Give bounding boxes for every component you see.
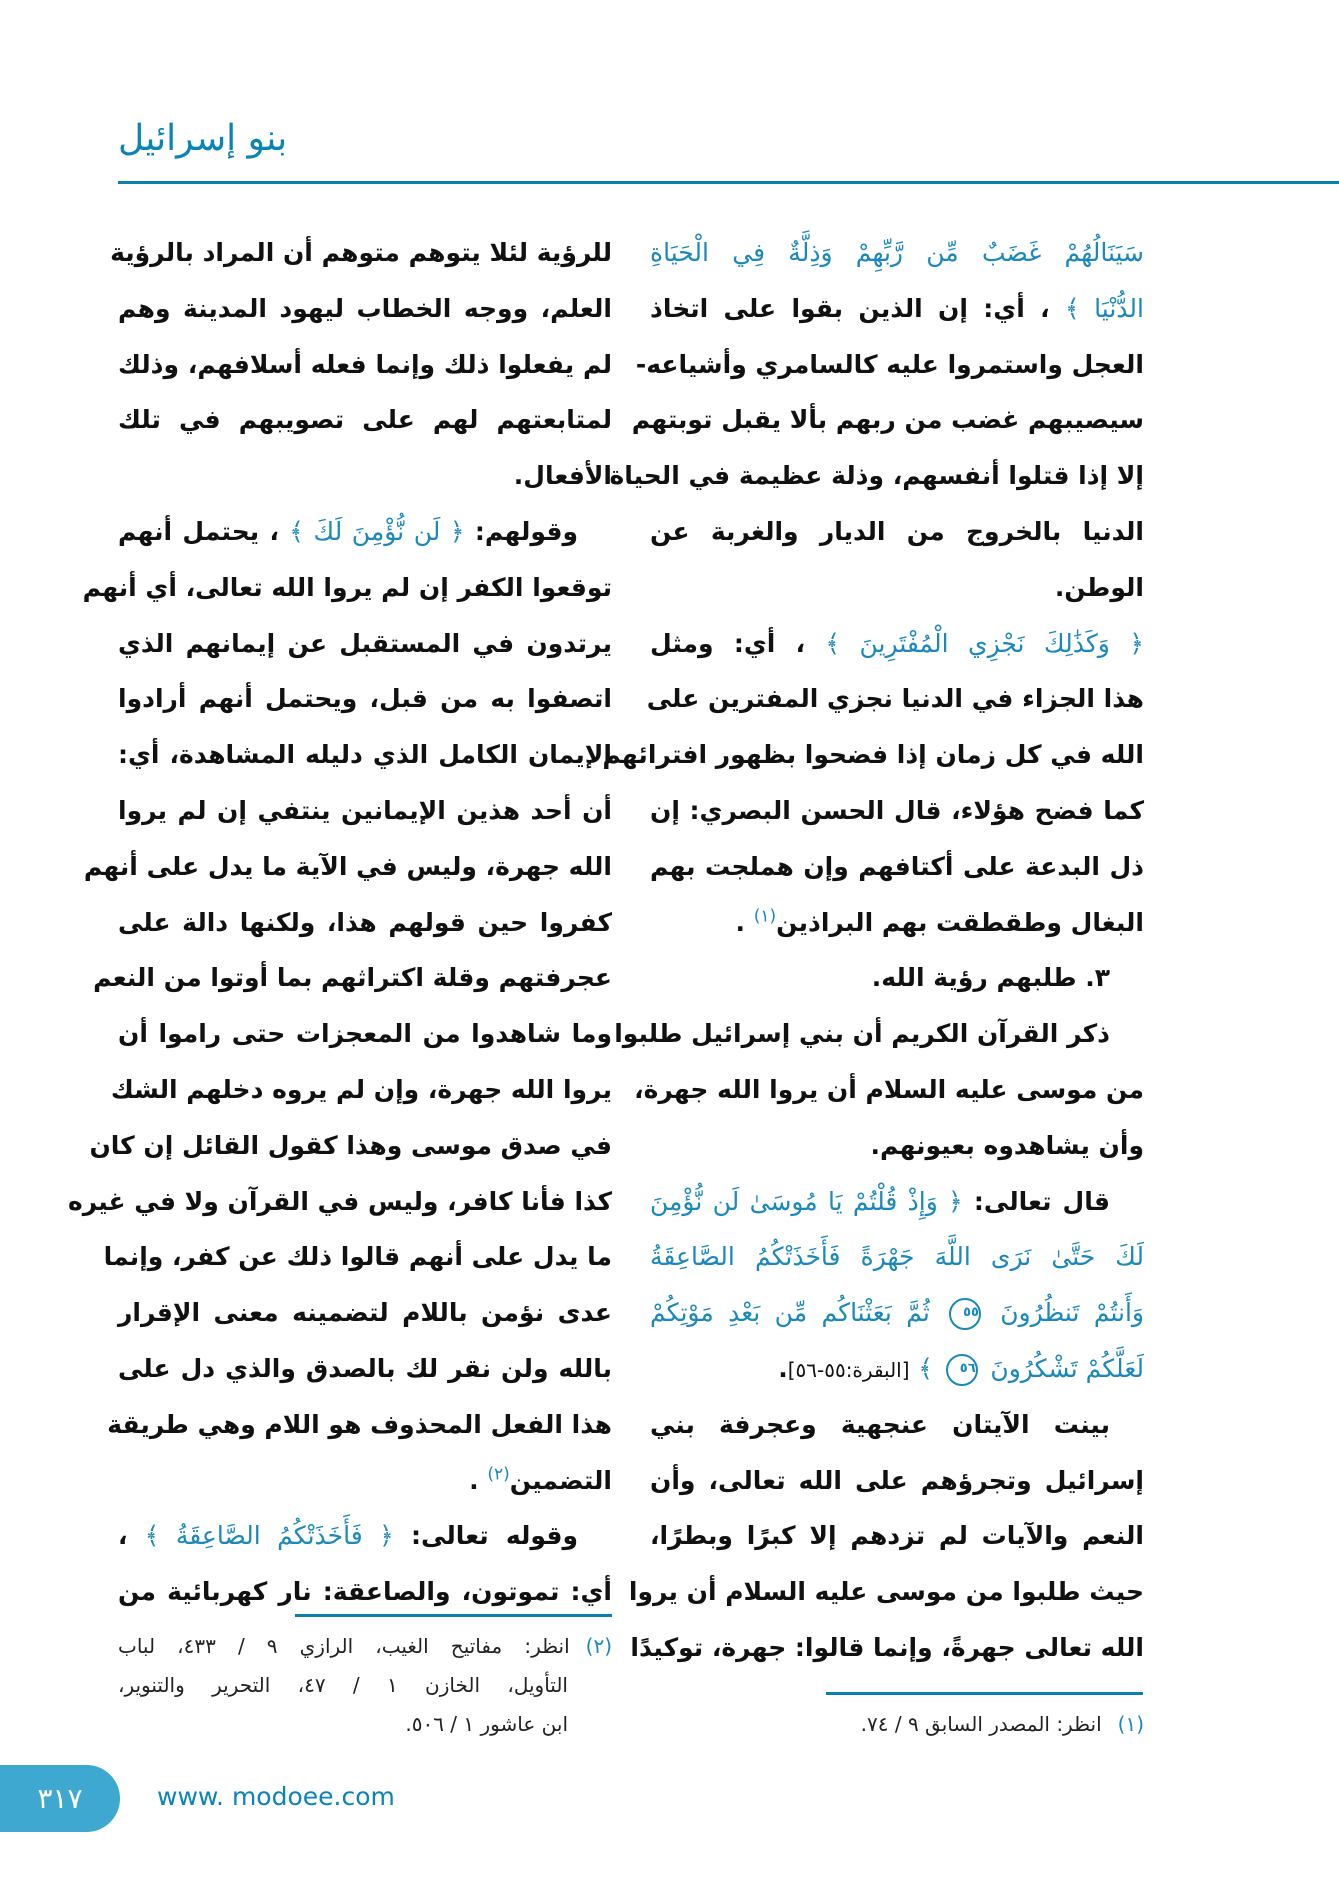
body-text: ذكر القرآن الكريم أن بني إسرائيل طلبوا xyxy=(614,1019,1110,1049)
quran-verse: ﴿ لَن نُّؤْمِنَ لَكَ ﴾ xyxy=(289,516,465,546)
footnote-right xyxy=(650,1705,1144,1744)
text-line xyxy=(93,950,612,1006)
body-text: ذل البدعة على أكتافهم وإن هملجت بهم xyxy=(650,851,1144,881)
body-text: ، xyxy=(118,1521,128,1551)
body-text: ٣. طلبهم رؤية الله. xyxy=(871,963,1110,993)
quran-verse: سَيَنَالُهُمْ غَضَبٌ مِّن رَّبِّهِمْ وَذِلَّةٌ فِي الْحَيَاةِ xyxy=(650,238,1144,267)
text-line xyxy=(110,225,612,281)
body-text: ، أي: إن الذين بقوا على اتخاذ xyxy=(650,293,1050,323)
text-line xyxy=(118,1285,612,1341)
footnote-left xyxy=(118,1627,612,1744)
text-line xyxy=(118,783,612,839)
quran-verse: ﴾ xyxy=(918,1353,933,1383)
text-line xyxy=(628,1564,1144,1620)
text-line xyxy=(646,671,1144,727)
body-text: عدى نؤمن باللام لتضمينه معنى الإقرار xyxy=(118,1298,612,1328)
quran-verse: لَعَلَّكُمْ تَشْكُرُونَ xyxy=(990,1353,1144,1383)
body-text: قال تعالى: xyxy=(962,1186,1111,1216)
body-text: . xyxy=(469,1465,488,1495)
body-text: يرتدون في المستقبل عن إيمانهم الذي xyxy=(118,628,612,658)
footnote-separator-right xyxy=(826,1692,1143,1695)
body-text: هذا الفعل المحذوف هو اللام وهي طريقة xyxy=(107,1409,612,1439)
text-line xyxy=(118,1341,612,1397)
text-line xyxy=(650,1453,1144,1509)
body-text: العلم، ووجه الخطاب ليهود المدينة وهم xyxy=(118,293,612,323)
text-line xyxy=(650,1285,1144,1341)
body-text: الله جهرة، وليس في الآية ما يدل على أنهم xyxy=(83,851,612,881)
text-line xyxy=(650,1229,1144,1285)
text-line xyxy=(635,337,1144,393)
left-column xyxy=(67,225,612,1620)
footnote-line xyxy=(118,1666,612,1705)
text-line xyxy=(118,1508,612,1564)
body-text: بينت الآيتان عنجهية وعجرفة بني xyxy=(650,1409,1110,1439)
quran-verse: ثُمَّ بَعَثْنَاكُم مِّن بَعْدِ مَوْتِكُمْ xyxy=(650,1298,930,1328)
body-text: . xyxy=(778,1353,788,1383)
body-text: ما يدل على أنهم قالوا ذلك عن كفر، وإنما xyxy=(103,1242,612,1272)
body-text: كذا فأنا كافر، وليس في القرآن ولا في غيره xyxy=(67,1186,612,1216)
text-line xyxy=(602,727,1144,783)
right-column xyxy=(602,225,1144,1676)
body-text: بالله ولن نقر لك بالصدق والذي دل على xyxy=(118,1353,612,1383)
text-line xyxy=(107,1397,612,1453)
footnote-text: التأويل، الخازن ١ / ٤٧، التحرير والتنوير، xyxy=(118,1673,568,1697)
text-line xyxy=(650,1508,1144,1564)
text-line xyxy=(630,1620,1144,1676)
page-number-badge: ٣١٧ xyxy=(0,1765,120,1832)
text-line xyxy=(82,560,612,616)
text-line xyxy=(650,895,1144,951)
body-text: الدنيا بالخروج من الديار والغربة عن xyxy=(650,516,1144,546)
body-text: التضمين xyxy=(509,1465,612,1495)
text-line xyxy=(650,1118,1144,1174)
body-text: من موسى عليه السلام أن يروا الله جهرة، xyxy=(634,1074,1144,1104)
body-text: توقعوا الكفر إن لم يروا الله تعالى، أي أنهم xyxy=(82,572,612,602)
text-line xyxy=(650,225,1144,281)
text-line xyxy=(118,504,612,560)
footnote-number: (١) xyxy=(1117,1712,1144,1736)
text-line xyxy=(650,1341,1144,1397)
ayah-number-marker: ٥٦ xyxy=(946,1354,978,1386)
text-line xyxy=(614,1006,1144,1062)
body-text: الأفعال. xyxy=(513,461,612,491)
body-text: لم يفعلوا ذلك وإنما فعله أسلافهم، وذلك xyxy=(118,349,612,379)
body-text: أي: تموتون، والصاعقة: نار كهربائية من xyxy=(118,1577,612,1607)
text-line xyxy=(118,1453,612,1509)
footnote-line xyxy=(118,1705,612,1744)
footnote-number: (٢) xyxy=(585,1634,613,1658)
text-line xyxy=(118,392,612,448)
footnote-line xyxy=(650,1705,1144,1744)
footnote-text: انظر: مفاتيح الغيب، الرازي ٩ / ٤٣٣، لباب xyxy=(118,1634,570,1658)
text-line xyxy=(118,616,612,672)
body-text: . xyxy=(735,907,754,937)
quran-verse: ﴿ فَأَخَذَتْكُمُ الصَّاعِقَةُ ﴾ xyxy=(144,1521,394,1551)
text-line xyxy=(650,616,1144,672)
body-text: عجرفتهم وقلة اكتراثهم بما أوتوا من النعم xyxy=(93,963,612,993)
text-line xyxy=(650,839,1144,895)
running-header-title: بنو إسرائيل xyxy=(118,118,288,159)
body-text: يروا الله جهرة، وإن لم يروه دخلهم الشك xyxy=(110,1074,612,1104)
header-rule xyxy=(118,181,1339,184)
body-text: كفروا حين قولهم هذا، ولكنها دالة على xyxy=(118,907,612,937)
quran-verse: ﴿ وَكَذَٰلِكَ نَجْزِي الْمُفْتَرِينَ ﴾ xyxy=(825,628,1144,658)
body-text: العجل واستمروا عليه كالسامري وأشياعه- xyxy=(635,349,1144,379)
text-line xyxy=(650,950,1144,1006)
text-line xyxy=(118,337,612,393)
text-line xyxy=(118,727,612,783)
text-line xyxy=(118,1006,612,1062)
quran-verse: وَأَنتُمْ تَنظُرُونَ xyxy=(1000,1298,1144,1328)
text-line xyxy=(650,783,1144,839)
text-line xyxy=(83,839,612,895)
text-line xyxy=(103,1229,612,1285)
body-text: النعم والآيات لم تزدهم إلا كبرًا وبطرًا، xyxy=(650,1521,1144,1551)
body-text: وما شاهدوا من المعجزات حتى راموا أن xyxy=(118,1019,612,1049)
quran-verse: الدُّنْيَا ﴾ xyxy=(1064,293,1144,323)
footnote-separator-left xyxy=(295,1614,612,1617)
body-text: سيصيبهم غضب من ربهم بألا يقبل توبتهم xyxy=(631,405,1144,435)
body-text: إسرائيل وتجرؤهم على الله تعالى، وأن xyxy=(650,1465,1144,1495)
text-line xyxy=(118,671,612,727)
body-text: للرؤية لئلا يتوهم متوهم أن المراد بالرؤية xyxy=(110,238,612,267)
verse-citation: [البقرة:٥٥-٥٦] xyxy=(787,1357,910,1382)
ayah-number-marker: ٥٥ xyxy=(949,1298,981,1330)
text-line xyxy=(67,1174,612,1230)
body-text: هذا الجزاء في الدنيا نجزي المفترين على xyxy=(646,684,1144,714)
body-text: الوطن. xyxy=(1054,572,1144,602)
body-text: ، أي: ومثل xyxy=(650,628,806,658)
quran-verse: ﴿ وَإِذْ قُلْتُمْ يَا مُوسَىٰ لَن نُّؤْمِنَ xyxy=(650,1186,963,1216)
body-text: الله في كل زمان إذا فضحوا بظهور افترائهم xyxy=(602,740,1144,770)
text-line xyxy=(631,392,1144,448)
body-text: أن أحد هذين الإيمانين ينتفي إن لم يروا xyxy=(118,795,612,825)
footnote-reference[interactable]: (١) xyxy=(753,906,777,927)
text-line xyxy=(650,1174,1144,1230)
body-text: كما فضح هؤلاء، قال الحسن البصري: إن xyxy=(650,795,1144,825)
text-line xyxy=(110,1062,612,1118)
text-line xyxy=(118,895,612,951)
text-line xyxy=(650,281,1144,337)
quran-verse: لَكَ حَتَّىٰ نَرَى اللَّهَ جَهْرَةً فَأَخَذَتْكُمُ الصَّاعِقَةُ xyxy=(650,1242,1144,1272)
text-line xyxy=(650,560,1144,616)
text-line xyxy=(118,1564,612,1620)
body-text: اتصفوا به من قبل، ويحتمل أنهم أرادوا xyxy=(118,684,612,714)
text-line xyxy=(650,504,1144,560)
body-text: الإيمان الكامل الذي دليله المشاهدة، أي: xyxy=(118,740,612,770)
body-text: الله تعالى جهرةً، وإنما قالوا: جهرة، توكيدًا xyxy=(630,1632,1144,1662)
text-line xyxy=(89,1118,612,1174)
body-text: في صدق موسى وهذا كقول القائل إن كان xyxy=(89,1130,612,1160)
text-line xyxy=(609,448,1144,504)
footnote-text: انظر: المصدر السابق ٩ / ٧٤. xyxy=(860,1712,1102,1736)
body-text: ، يحتمل أنهم xyxy=(118,516,279,546)
body-text: وقولهم: xyxy=(464,516,578,546)
body-text: البغال وطقطقت بهم البراذين xyxy=(776,907,1144,937)
body-text: لمتابعتهم لهم على تصويبهم في تلك xyxy=(118,405,612,435)
text-line xyxy=(118,448,612,504)
text-line xyxy=(118,281,612,337)
website-link[interactable]: www. modoee.com xyxy=(157,1782,395,1811)
body-text: حيث طلبوا من موسى عليه السلام أن يروا xyxy=(628,1577,1144,1607)
footnote-text: ابن عاشور ١ / ٥٠٦. xyxy=(405,1712,568,1736)
text-line xyxy=(650,1397,1144,1453)
text-line xyxy=(634,1062,1144,1118)
body-text: وقوله تعالى: xyxy=(393,1521,578,1551)
footnote-reference[interactable]: (٢) xyxy=(487,1464,510,1485)
body-text: وأن يشاهدوه بعيونهم. xyxy=(870,1130,1144,1160)
footnote-line xyxy=(118,1627,612,1666)
body-text: إلا إذا قتلوا أنفسهم، وذلة عظيمة في الحياة xyxy=(609,461,1144,491)
